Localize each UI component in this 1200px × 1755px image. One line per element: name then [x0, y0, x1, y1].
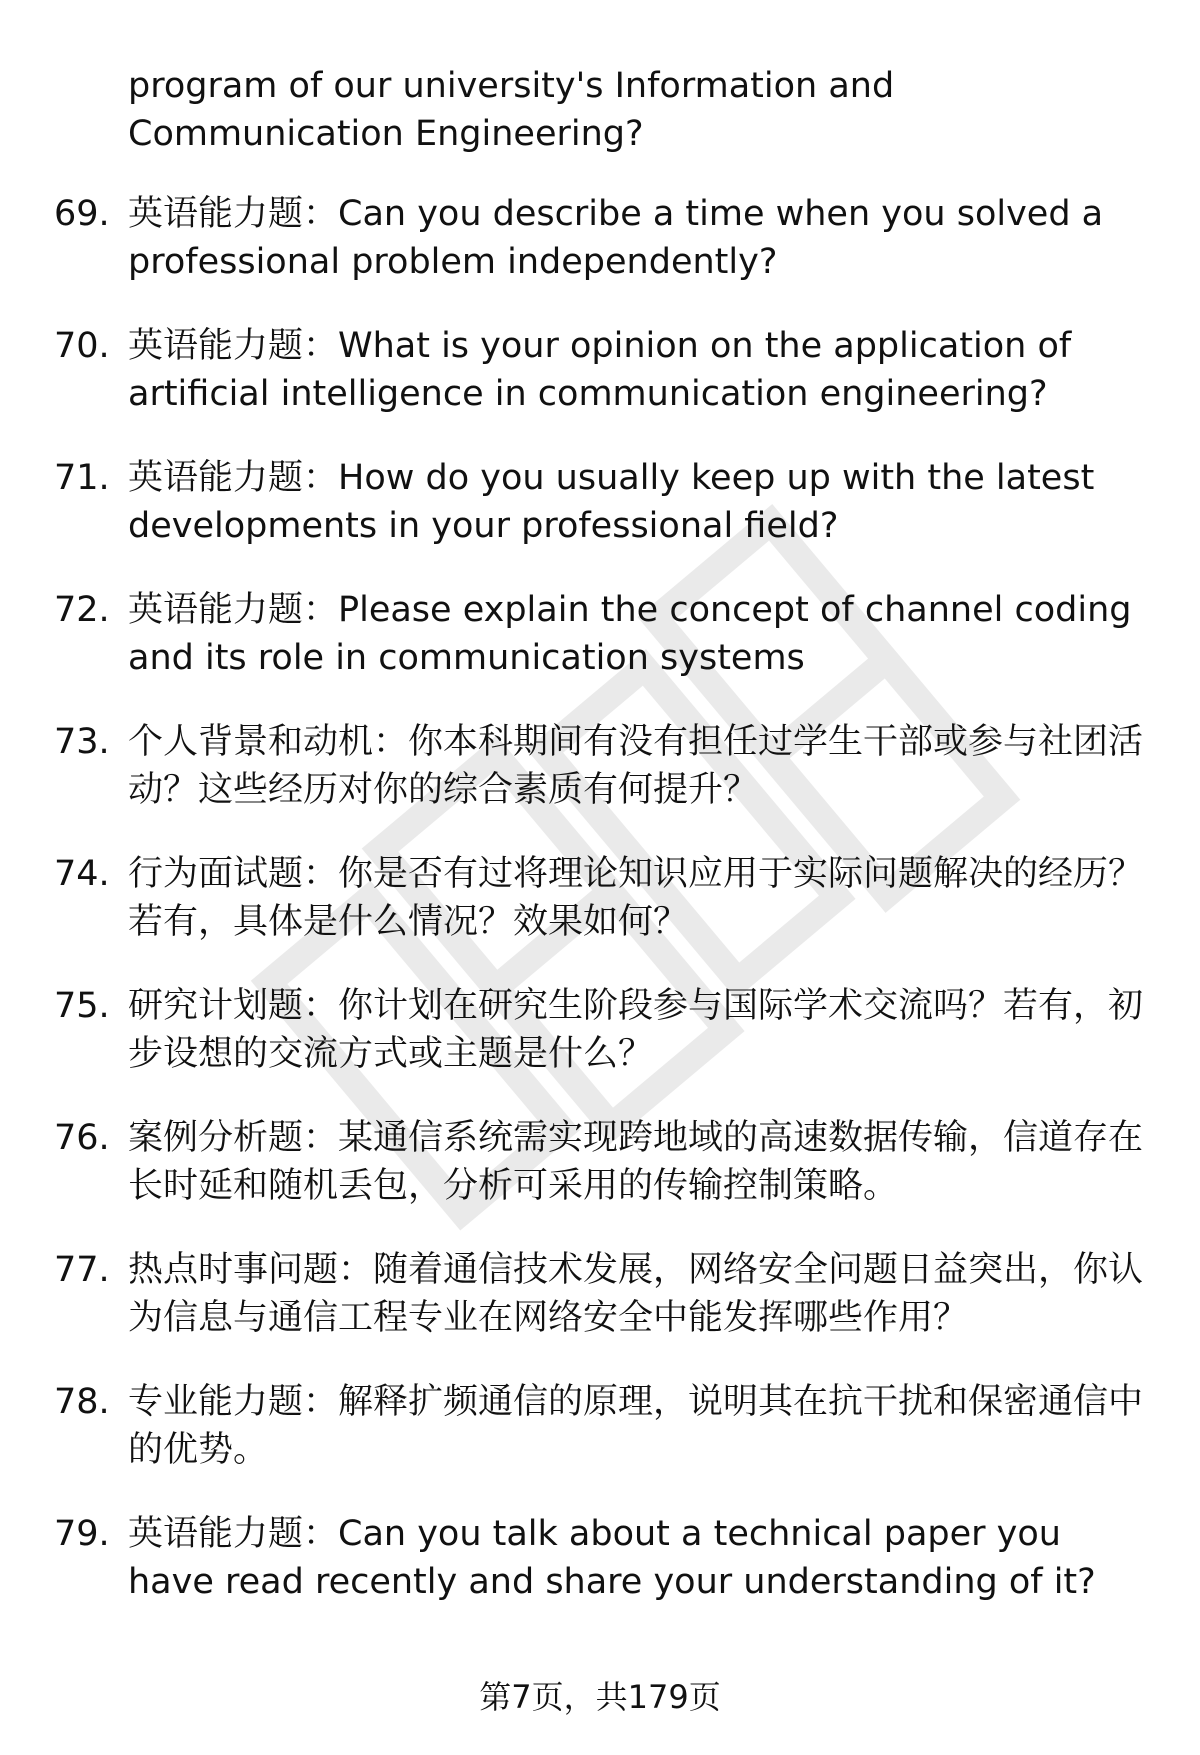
- question-text: 研究计划题：你计划在研究生阶段参与国际学术交流吗？若有，初步设想的交流方式或主题是什么？: [128, 986, 1144, 1074]
- question-number: 74.: [54, 854, 110, 894]
- question-item: [0, 982, 1200, 1114]
- question-text: 热点时事问题：随着通信技术发展，网络安全问题日益突出，你认为信息与通信工程专业在网络安全中能发挥哪些作用？: [128, 1250, 1144, 1338]
- question-text: 个人背景和动机：你本科期间有没有担任过学生干部或参与社团活动？这些经历对你的综合素质有何提升？: [128, 722, 1144, 810]
- question-number: 71.: [54, 458, 110, 498]
- question-item: [0, 454, 1200, 586]
- question-item: [0, 1378, 1200, 1510]
- page-footer: 第7页，共179页: [479, 1678, 721, 1716]
- question-number: 72.: [54, 590, 110, 630]
- question-item: [0, 1114, 1200, 1246]
- question-number: 76.: [54, 1118, 110, 1158]
- question-item: [0, 190, 1200, 322]
- question-number: 78.: [54, 1382, 110, 1422]
- question-number: 73.: [54, 722, 110, 762]
- question-text: 英语能力题：Can you talk about a technical paper you have read recently and share your understanding of it?: [128, 1514, 1096, 1602]
- question-item: [0, 1246, 1200, 1378]
- question-item: [0, 850, 1200, 982]
- question-list: [0, 190, 1200, 1642]
- continued-question-text: program of our university's Information and Communication Engineering?: [128, 66, 895, 154]
- question-number: 77.: [54, 1250, 110, 1290]
- question-item: [0, 586, 1200, 718]
- question-number: 70.: [54, 326, 110, 366]
- question-number: 79.: [54, 1514, 110, 1554]
- question-text: 专业能力题：解释扩频通信的原理，说明其在抗干扰和保密通信中的优势。: [128, 1382, 1144, 1470]
- question-number: 69.: [54, 194, 110, 234]
- question-item: [0, 718, 1200, 850]
- question-text: 案例分析题：某通信系统需实现跨地域的高速数据传输，信道存在长时延和随机丢包，分析可采用的传输控制策略。: [128, 1118, 1144, 1206]
- question-item: [0, 322, 1200, 454]
- question-text: 英语能力题：How do you usually keep up with the latest developments in your professional field?: [128, 458, 1095, 546]
- question-text: 英语能力题：What is your opinion on the application of artificial intelligence in communication engineering?: [128, 326, 1072, 414]
- question-text: 行为面试题：你是否有过将理论知识应用于实际问题解决的经历？若有，具体是什么情况？效果如何？: [128, 854, 1144, 942]
- question-item: [0, 1510, 1200, 1642]
- question-text: 英语能力题：Please explain the concept of channel coding and its role in communication systems: [128, 590, 1132, 678]
- question-text: 英语能力题：Can you describe a time when you solved a professional problem independently?: [128, 194, 1104, 282]
- question-number: 75.: [54, 986, 110, 1026]
